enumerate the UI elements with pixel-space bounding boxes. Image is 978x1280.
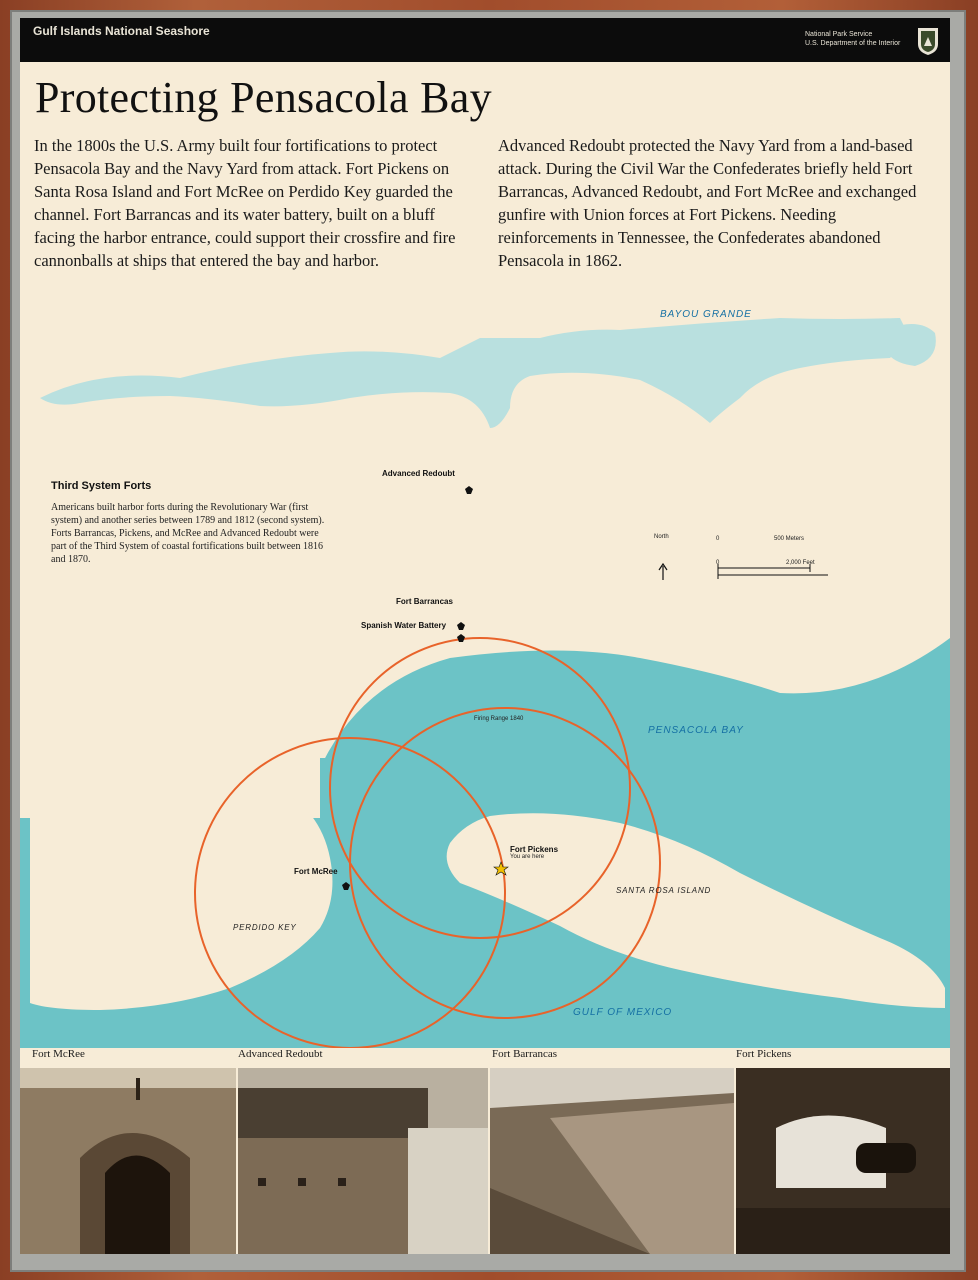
- interpretive-sign: [20, 18, 950, 1254]
- scale-zero-top: 0: [716, 536, 720, 542]
- advanced-redoubt-label: Advanced Redoubt: [382, 469, 455, 478]
- nps-arrowhead-icon: [916, 26, 940, 56]
- gulf-of-mexico-label: GULF OF MEXICO: [573, 1007, 673, 1018]
- fort-mcree-label: Fort McRee: [294, 867, 338, 876]
- scale-feet-label: 2,000 Feet: [786, 560, 815, 566]
- you-are-here-label: You are here: [510, 854, 545, 860]
- scale-meters-label: 500 Meters: [774, 536, 805, 542]
- intro-column-1: In the 1800s the U.S. Army built four fortifications to protect Pensacola Bay and the Navy Yard from attack. Fort Pickens on Santa Rosa Island and Fort McRee on Perdido Key guarded the channel. Fort Barrancas and its water battery, built on a bluff facing the harbor entrance, could support their crossfire and fire cannonballs at ships that entered the bay and harbor.: [34, 136, 456, 270]
- page-title: Protecting Pensacola Bay: [35, 73, 492, 122]
- fort-barrancas-marker: [457, 622, 465, 630]
- santa-rosa-island-label: SANTA ROSA ISLAND: [616, 886, 712, 895]
- north-label: North: [654, 534, 669, 540]
- fort-barrancas-label: Fort Barrancas: [396, 597, 453, 606]
- inset-title: Third System Forts: [51, 480, 152, 492]
- bayou-arm-right: [885, 324, 936, 366]
- harbor-map: [20, 298, 950, 1068]
- spanish-water-battery-marker: [457, 634, 465, 642]
- agency-text: [805, 30, 900, 48]
- scale-zero-bottom: 0: [716, 560, 720, 566]
- photo-caption-fort-barrancas: Fort Barrancas: [492, 1048, 558, 1060]
- agency-line-2: U.S. Department of the Interior: [805, 40, 901, 47]
- pensacola-bay-label: PENSACOLA BAY: [648, 725, 744, 736]
- photo-advanced-redoubt: [238, 1068, 488, 1254]
- scale-bar: [718, 564, 828, 579]
- park-name: Gulf Islands National Seashore: [33, 24, 210, 38]
- header-band: [20, 18, 950, 62]
- perdido-key-label: PERDIDO KEY: [233, 923, 297, 932]
- north-arrow-icon: [659, 564, 667, 580]
- bayou-grande-label: BAYOU GRANDE: [660, 309, 752, 320]
- bayou-grande-water: [40, 318, 910, 428]
- spanish-water-battery-label: Spanish Water Battery: [361, 621, 447, 630]
- advanced-redoubt-marker: [465, 486, 473, 494]
- fort-pickens-label: Fort Pickens: [510, 845, 559, 854]
- photo-fort-mcree: [20, 1068, 236, 1254]
- photo-caption-fort-pickens: Fort Pickens: [736, 1048, 792, 1060]
- photo-caption-advanced-redoubt: Advanced Redoubt: [238, 1048, 323, 1060]
- photo-fort-barrancas: [490, 1068, 734, 1254]
- photo-fort-pickens: [736, 1068, 950, 1254]
- photo-caption-fort-mcree: Fort McRee: [32, 1048, 85, 1060]
- inset-body: Americans built harbor forts during the Revolutionary War (first system) and another series between 1789 and 1812 (second system). Forts Barrancas, Pickens, and McRee and Advanced Redoubt were part of the Third System of coastal fortifications built between 1816 and 1870.: [51, 502, 325, 565]
- intro-column-2: Advanced Redoubt protected the Navy Yard from a land-based attack. During the Civil War the Confederates briefly held Fort Barrancas, Advanced Redoubt, and Fort McRee and exchanged gunfire with Union forces at Fort Pickens. Needing reinforcements in Tennessee, the Confederates abandoned Pensacola in 1862.: [498, 136, 917, 270]
- firing-range-label: Firing Range 1840: [474, 716, 524, 722]
- agency-line-1: National Park Service: [805, 31, 873, 38]
